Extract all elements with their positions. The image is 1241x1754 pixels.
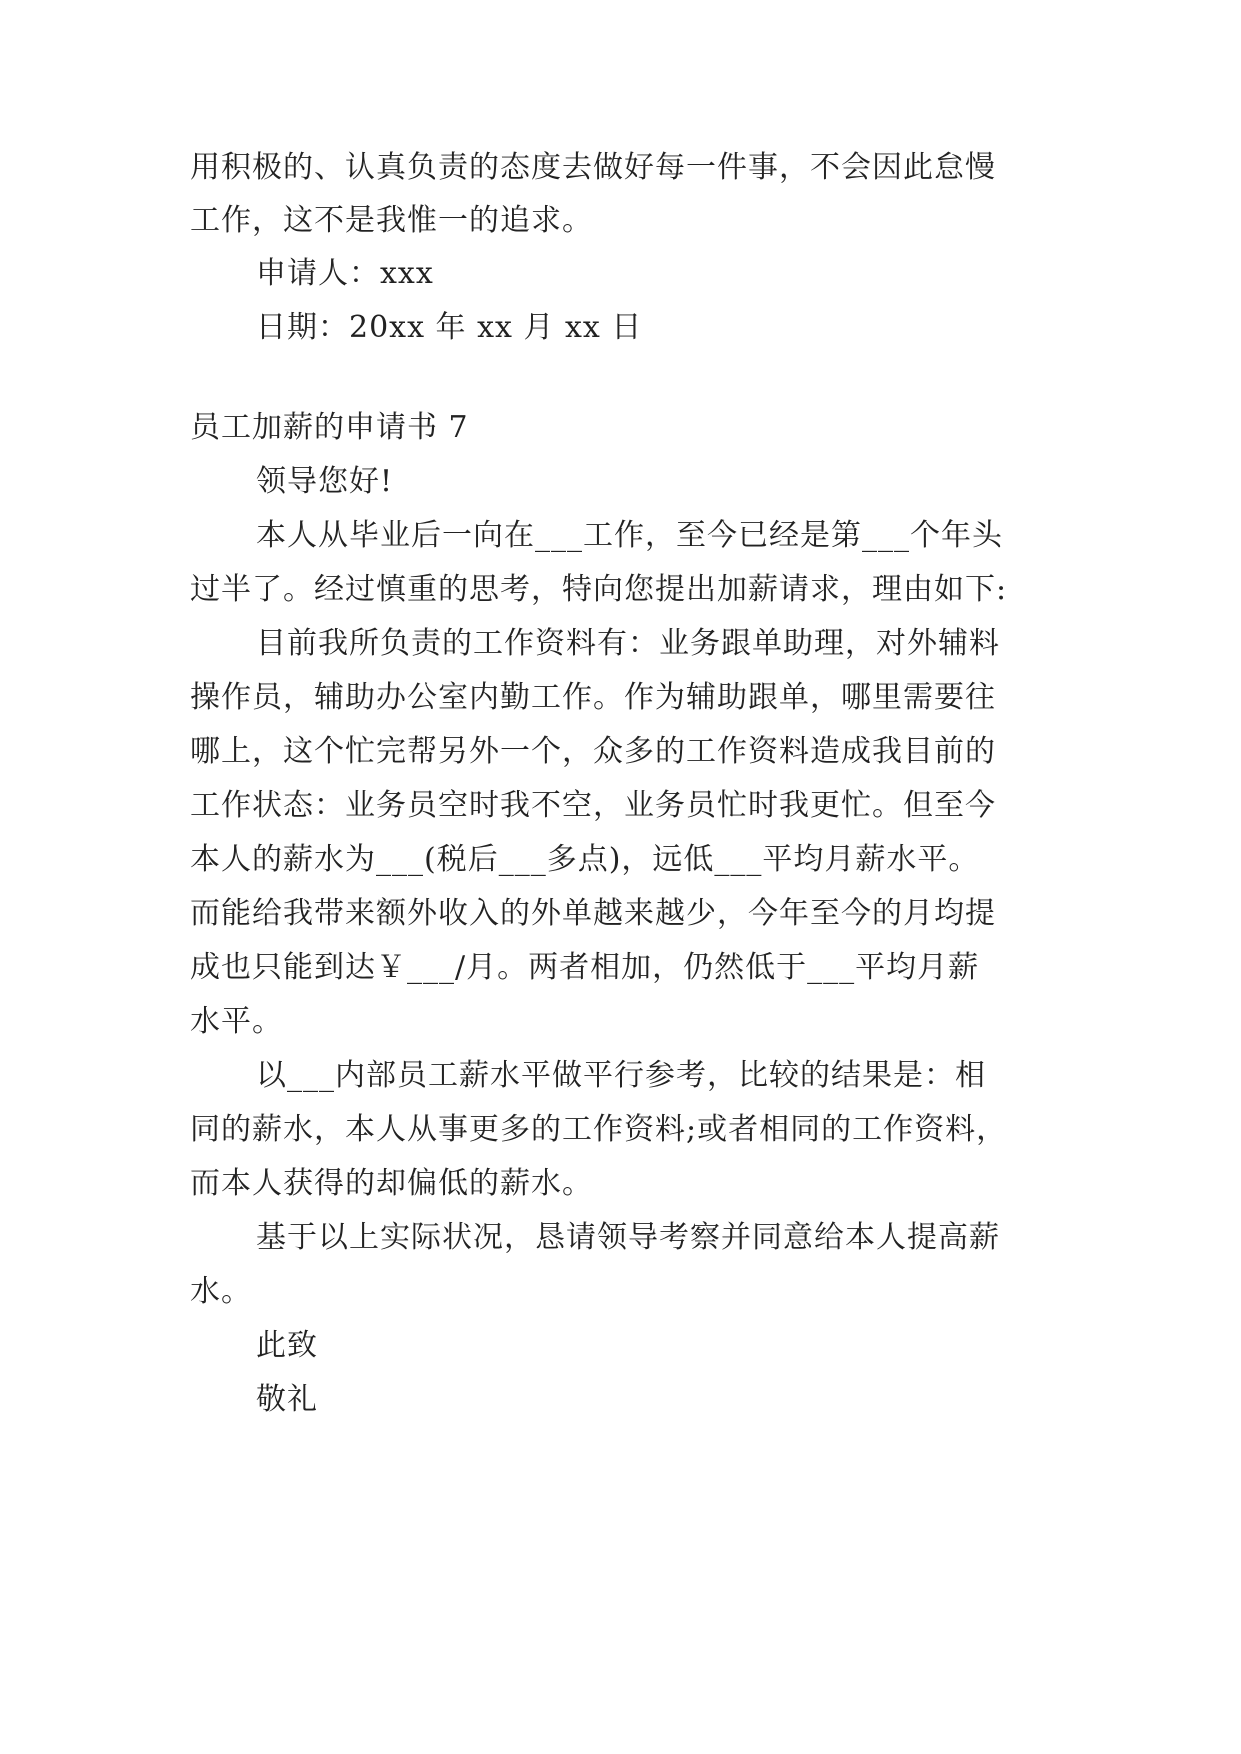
paragraph-line: 成也只能到达￥___/月。两者相加，仍然低于___平均月薪 [190,950,980,985]
paragraph-line: 目前我所负责的工作资料有：业务跟单助理，对外辅料 [256,626,1000,661]
paragraph-line: 本人的薪水为___(税后___多点)，远低___平均月薪水平。 [190,842,980,877]
closing-line: 敬礼 [256,1382,318,1417]
paragraph-line: 而能给我带来额外收入的外单越来越少，今年至今的月均提 [190,896,996,931]
paragraph-line: 而本人获得的却偏低的薪水。 [190,1166,593,1201]
closing-line: 此致 [256,1328,318,1363]
paragraph-line: 哪上，这个忙完帮另外一个，众多的工作资料造成我目前的 [190,734,996,769]
paragraph-line: 操作员，辅助办公室内勤工作。作为辅助跟单，哪里需要往 [190,680,996,715]
paragraph-line: 基于以上实际状况，恳请领导考察并同意给本人提高薪 [256,1220,1000,1255]
paragraph-line: 同的薪水，本人从事更多的工作资料;或者相同的工作资料， [190,1112,1008,1147]
paragraph-line: 工作，这不是我惟一的追求。 [190,203,593,238]
paragraph-line: 用积极的、认真负责的态度去做好每一件事，不会因此怠慢 [190,150,996,185]
paragraph-line: 工作状态：业务员空时我不空，业务员忙时我更忙。但至今 [190,788,996,823]
paragraph-line: 以___内部员工薪水平做平行参考，比较的结果是：相 [256,1058,986,1093]
date-line: 日期：20xx 年 xx 月 xx 日 [256,310,643,345]
paragraph-line: 水。 [190,1274,252,1309]
paragraph-line: 水平。 [190,1004,283,1039]
paragraph-line: 本人从毕业后一向在___工作，至今已经是第___个年头 [256,518,1003,553]
salutation: 领导您好! [256,464,394,499]
section-title: 员工加薪的申请书 7 [190,410,469,445]
paragraph-line: 过半了。经过慎重的思考，特向您提出加薪请求，理由如下: [190,572,1008,607]
applicant-line: 申请人：xxx [256,256,434,291]
